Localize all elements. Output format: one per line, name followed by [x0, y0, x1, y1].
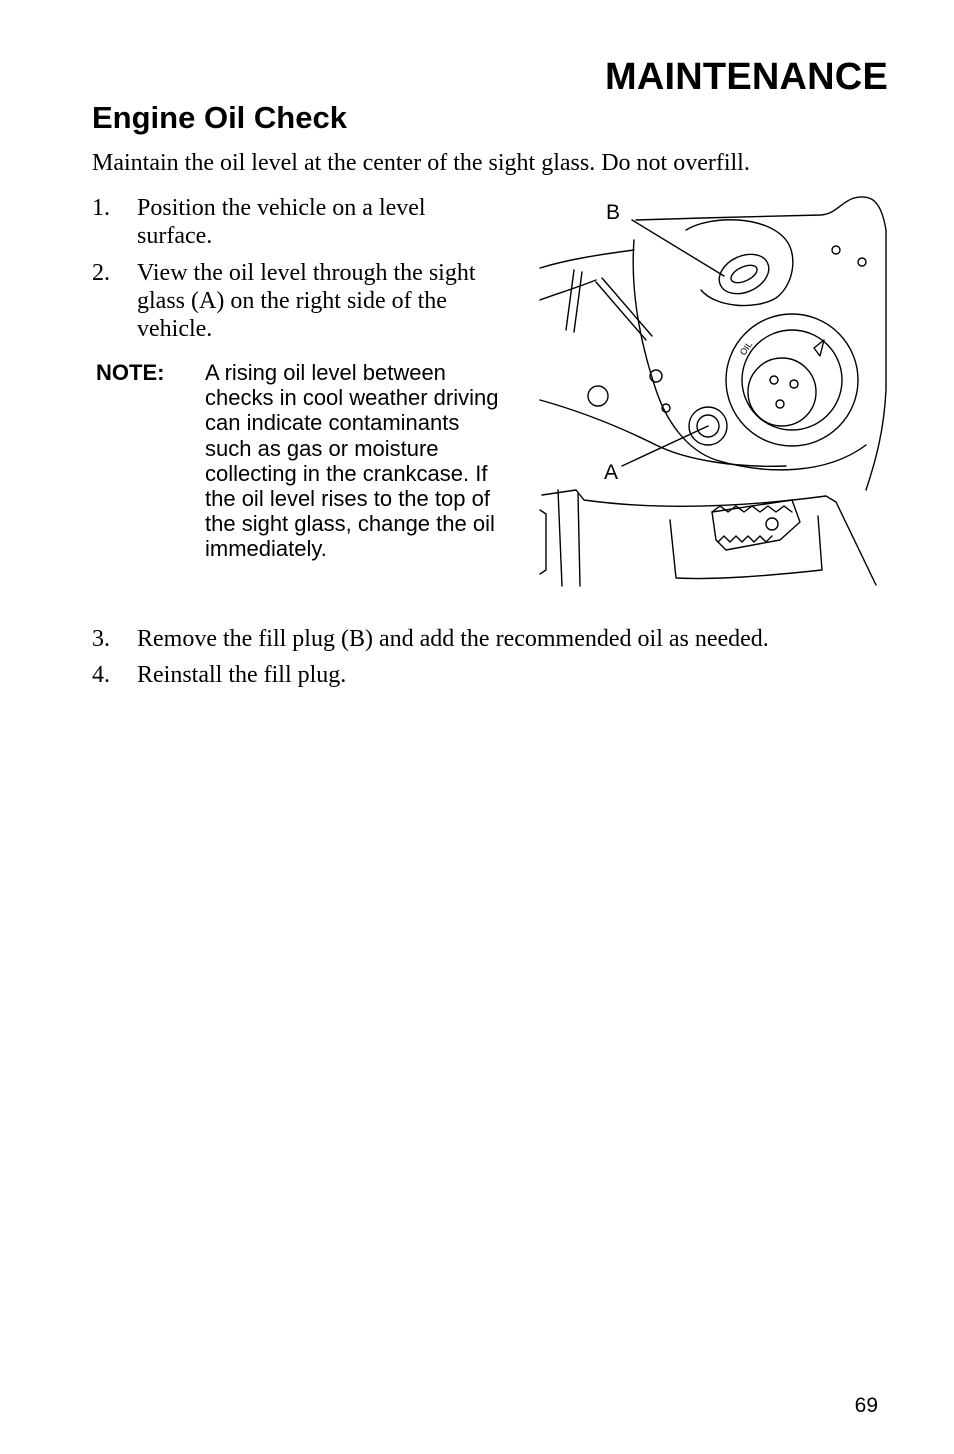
frame-right-line	[854, 197, 886, 490]
page-heading: Engine Oil Check	[92, 100, 347, 135]
bolt	[770, 376, 778, 384]
engine-case-outline	[633, 240, 866, 470]
step-text: Position the vehicle on a level surface.	[137, 195, 426, 249]
section-title: MAINTENANCE	[605, 56, 888, 98]
note-text: A rising oil level between checks in cool weather driving can indicate contaminants such as gas or moisture collecting in the crankcase. If the oil level rises to the top of the sight glass, change the oil immediately.	[205, 360, 499, 562]
frame-top-line	[636, 198, 854, 220]
step-number: 4.	[92, 662, 110, 688]
oil-engraving: OIL	[737, 339, 755, 358]
callout-b-label: B	[606, 201, 621, 224]
callout-b-leader	[632, 220, 724, 276]
fill-plug	[713, 247, 775, 302]
step-number: 3.	[92, 626, 110, 652]
step-3	[92, 625, 892, 653]
engine-oil-figure	[536, 190, 892, 590]
fill-plug-inner	[728, 262, 759, 287]
step-text: Remove the fill plug (B) and add the recommended oil as needed.	[137, 626, 769, 652]
step-4	[92, 661, 892, 689]
left-frame-line-2	[540, 280, 596, 300]
bolt	[776, 400, 784, 408]
step-2	[92, 259, 477, 343]
step-text: View the oil level through the sight glass (A) on the right side of the vehicle.	[137, 260, 476, 342]
mount-bolt	[858, 258, 866, 266]
mount-bolt	[832, 246, 840, 254]
step-number: 1.	[92, 195, 110, 221]
intro-paragraph: Maintain the oil level at the center of the sight glass. Do not overfill.	[92, 150, 750, 176]
mount-bolt	[588, 386, 608, 406]
alignment-mark	[814, 340, 824, 356]
bolt	[790, 380, 798, 388]
step-text: Reinstall the fill plug.	[137, 662, 347, 688]
callout-a-leader	[622, 426, 708, 466]
footrest-left-strut	[558, 490, 580, 586]
hub	[748, 358, 816, 426]
step-number: 2.	[92, 260, 110, 286]
note-label: NOTE:	[96, 360, 165, 385]
footrest-panel	[542, 490, 876, 585]
foot-peg-pivot	[766, 518, 778, 530]
shaft-rod	[566, 270, 582, 332]
page-number: 69	[854, 1394, 878, 1417]
callout-a-label: A	[604, 461, 619, 484]
foot-peg-teeth	[712, 506, 792, 542]
foot-peg-bracket	[670, 516, 822, 579]
left-frame-line	[540, 250, 634, 268]
linkage-arm	[596, 278, 652, 340]
footrest-left-cap	[540, 510, 546, 574]
step-1	[92, 194, 492, 250]
engine-illustration	[536, 190, 892, 590]
